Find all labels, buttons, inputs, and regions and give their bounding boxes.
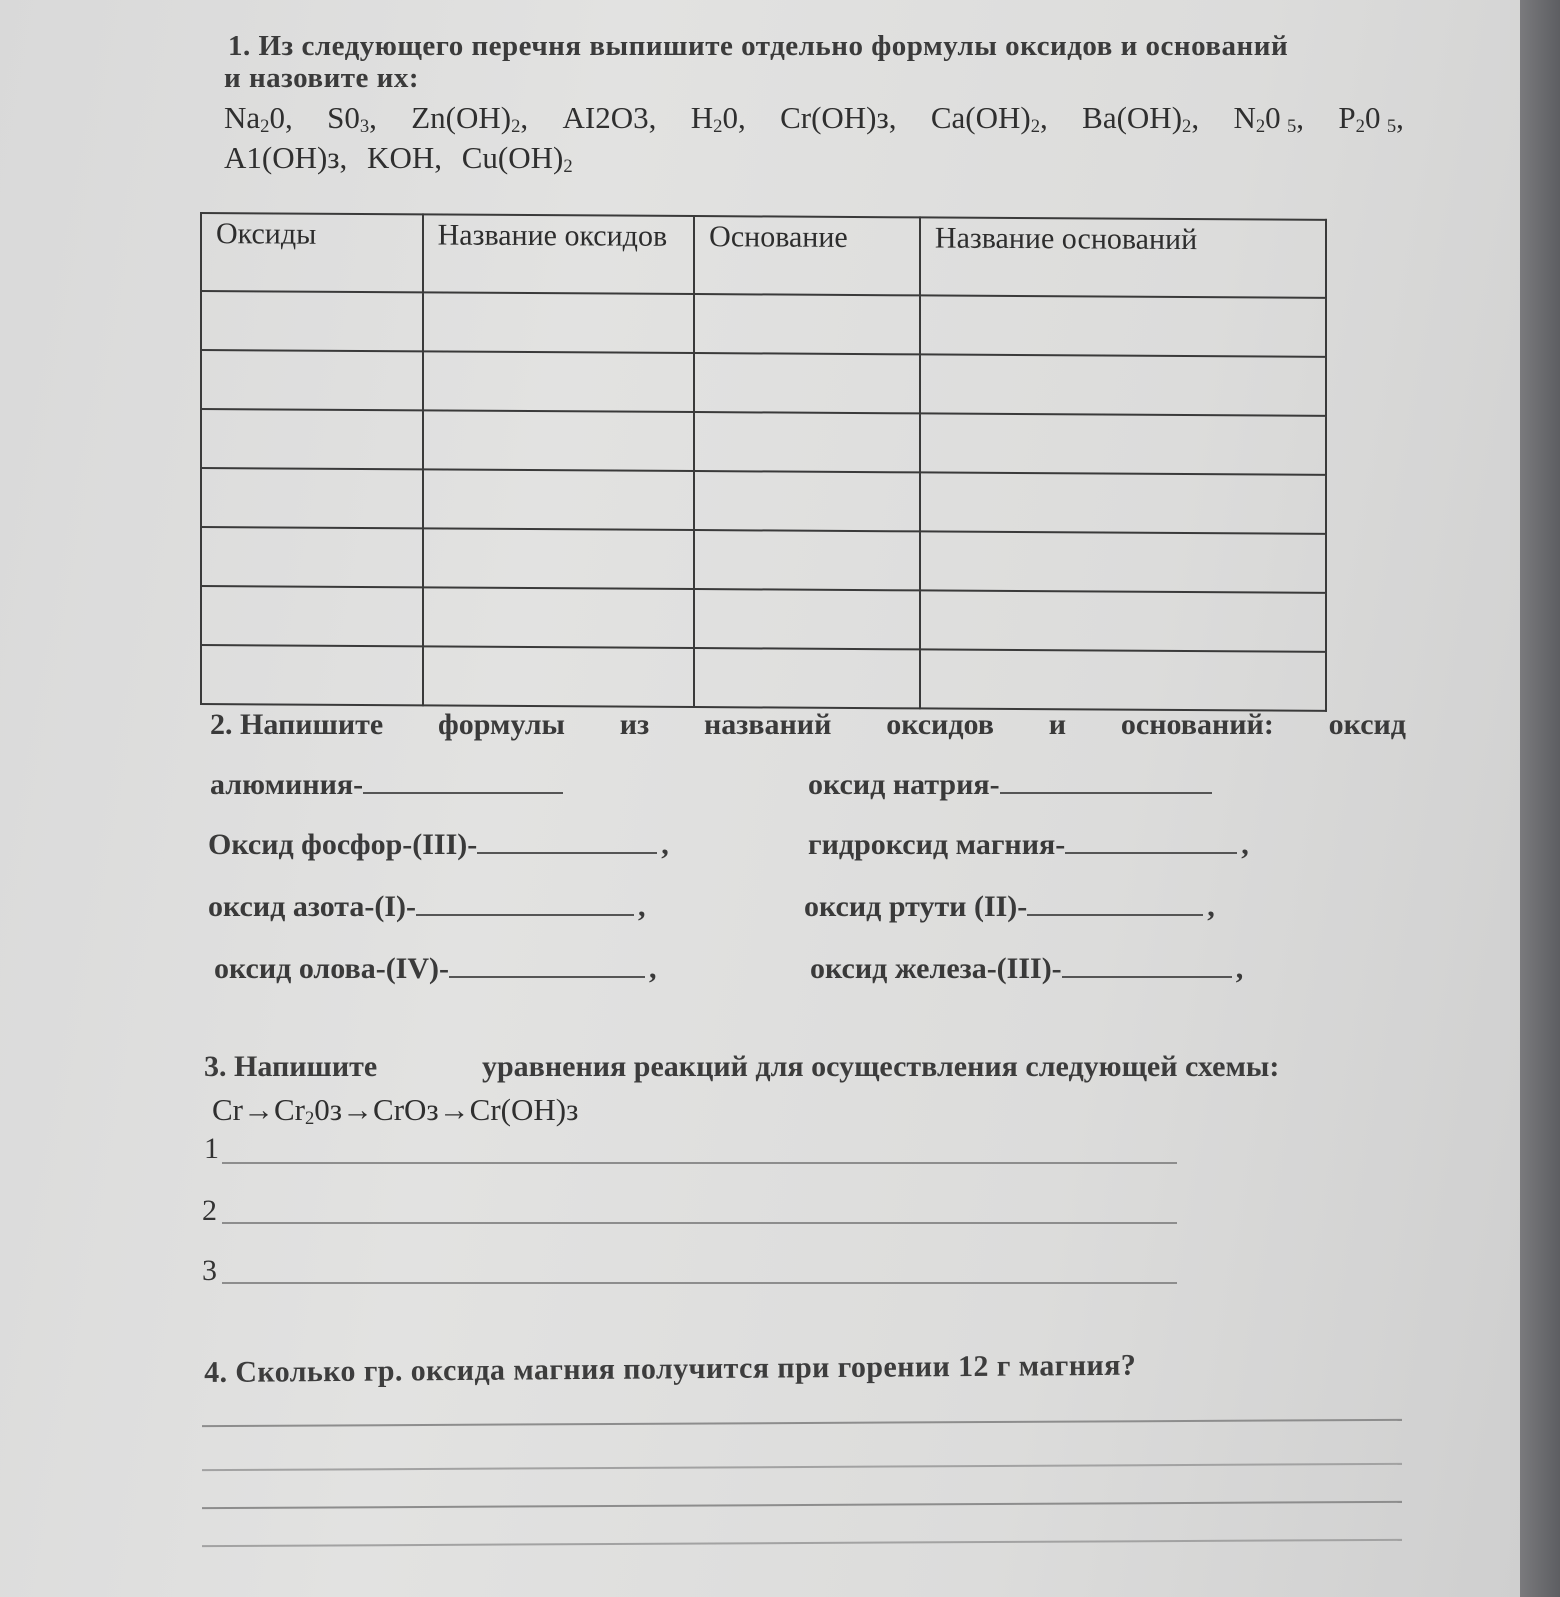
table-cell[interactable] xyxy=(920,413,1326,474)
formula-item xyxy=(411,100,528,138)
formula-item xyxy=(1338,100,1380,138)
table-cell[interactable] xyxy=(694,530,920,590)
q3-answer-line-3[interactable] xyxy=(222,1282,1177,1284)
formula-tail: , xyxy=(1040,100,1048,135)
answer-blank[interactable] xyxy=(1065,852,1237,854)
scheme-part: 0з→CrOз→Cr(OH)з xyxy=(314,1092,579,1127)
q2-label: оксид олова-(IV)- xyxy=(214,952,450,985)
q2-intro-word: из xyxy=(619,708,650,741)
table-cell[interactable] xyxy=(694,294,920,354)
answer-blank[interactable] xyxy=(1027,914,1203,916)
formula-subscript: 2 xyxy=(260,116,270,137)
table-cell[interactable] xyxy=(920,649,1326,710)
q2-comma: , xyxy=(1235,952,1244,985)
q2-item-left-1 xyxy=(210,768,563,802)
q2-item-right-2 xyxy=(808,828,1249,862)
table-cell[interactable] xyxy=(920,472,1326,533)
formula-tail: 0 xyxy=(1265,100,1281,135)
formula-tail: , xyxy=(1296,100,1305,135)
q3-step-number-1: 1 xyxy=(204,1132,219,1165)
formula-subscript: 2 xyxy=(1182,116,1192,137)
q3-intro-b: уравнения реакций для осуществления следующей схемы: xyxy=(482,1050,1280,1083)
answer-blank[interactable] xyxy=(416,914,634,916)
formula-item xyxy=(1387,100,1404,138)
oxides-bases-table xyxy=(200,212,1327,712)
formula-base: S0 xyxy=(327,100,360,135)
table-cell[interactable] xyxy=(694,471,920,531)
table-cell[interactable] xyxy=(423,587,695,648)
formula-base: Ba(OH) xyxy=(1082,100,1183,135)
q2-item-right-3 xyxy=(804,890,1215,924)
header-oxides: Оксиды xyxy=(201,213,423,292)
formula-item xyxy=(931,100,1048,138)
table-row xyxy=(201,291,1326,357)
scheme-subscript: 2 xyxy=(305,1108,315,1129)
q2-item-left-3 xyxy=(208,890,646,924)
table-cell[interactable] xyxy=(423,646,695,707)
formula-subscript: 2 xyxy=(1355,116,1365,137)
table-row xyxy=(201,409,1326,475)
formula-item xyxy=(691,100,746,138)
table-row xyxy=(201,586,1326,652)
table-row xyxy=(201,527,1326,593)
formula-tail: 0, xyxy=(269,100,293,135)
q4-question: 4. Сколько гр. оксида магния получится при горении 12 г магния? xyxy=(204,1348,1137,1389)
q2-intro xyxy=(210,708,1406,742)
formula-subscript: 2 xyxy=(713,116,723,137)
table-cell[interactable] xyxy=(423,528,695,589)
q2-label: оксид железа-(III)- xyxy=(810,952,1062,985)
q3-reaction-scheme xyxy=(212,1092,578,1130)
q1-title-line1: 1. Из следующего перечня выпишите отдельно формулы оксидов и оснований xyxy=(228,30,1289,62)
table-cell[interactable] xyxy=(201,291,423,351)
formula-tail: 0, xyxy=(722,100,746,135)
q2-intro-word: названий xyxy=(703,708,832,741)
table-row xyxy=(201,350,1326,416)
formula-tail: , xyxy=(1191,100,1200,135)
table-cell[interactable] xyxy=(694,353,920,413)
header-base-names: Название оснований xyxy=(920,217,1326,297)
table-cell[interactable] xyxy=(920,590,1326,651)
page-edge-shadow xyxy=(1520,0,1560,1597)
formula-tail: , xyxy=(1396,100,1404,135)
table-cell[interactable] xyxy=(423,292,695,353)
formula-tail: 0 xyxy=(1364,100,1381,135)
formula-item xyxy=(1082,100,1199,138)
table-row xyxy=(201,468,1326,534)
answer-blank[interactable] xyxy=(1000,792,1212,794)
q2-comma: , xyxy=(1241,828,1249,861)
q1-formula-list-cont xyxy=(224,140,573,178)
table-cell[interactable] xyxy=(201,468,423,528)
q2-intro-word: и xyxy=(1048,708,1067,741)
formula-tail: , xyxy=(369,100,377,135)
formula-text: A1(OH)з, KOH, Cu(OH) xyxy=(224,140,564,175)
q2-label: гидроксид магния- xyxy=(808,828,1066,861)
formula-base: Cr(OH)з, xyxy=(780,100,897,135)
table-cell[interactable] xyxy=(694,589,920,649)
formula-base: P xyxy=(1338,100,1356,135)
formula-base: H xyxy=(690,100,714,135)
formula-item xyxy=(224,100,293,138)
q2-comma: , xyxy=(649,952,657,985)
q3-step-number-3: 3 xyxy=(202,1254,217,1287)
formula-subscript: 2 xyxy=(1030,116,1041,137)
formula-base: Zn(OH) xyxy=(411,100,512,135)
q2-intro-word: оксид xyxy=(1328,708,1406,741)
table-cell[interactable] xyxy=(423,410,695,471)
header-oxide-names: Название оксидов xyxy=(423,214,695,294)
q2-label: оксид азота-(I)- xyxy=(208,890,417,923)
q3-answer-line-2[interactable] xyxy=(222,1222,1177,1224)
q2-intro-word: оснований: xyxy=(1120,708,1274,741)
table-cell[interactable] xyxy=(423,351,695,412)
table-cell[interactable] xyxy=(201,586,423,646)
table-cell[interactable] xyxy=(920,295,1326,356)
table-cell[interactable] xyxy=(201,350,423,410)
formula-tail: , xyxy=(520,100,529,135)
formula-subscript: 3 xyxy=(359,116,370,137)
q2-item-left-4 xyxy=(214,952,657,986)
table-cell[interactable] xyxy=(201,527,423,587)
table-cell[interactable] xyxy=(201,409,423,469)
table-row xyxy=(201,645,1326,711)
scheme-part: Cr→Cr xyxy=(212,1092,305,1127)
q1-title-line2: и назовите их: xyxy=(224,62,420,94)
formula-base: AI2O3, xyxy=(562,100,657,135)
formula-subscript: 2 xyxy=(1255,116,1266,137)
q2-comma: , xyxy=(638,890,646,923)
table-cell[interactable] xyxy=(694,412,920,472)
formula-subscript: 2 xyxy=(563,156,573,177)
q2-intro-word: 2. Напишите xyxy=(210,708,384,741)
q2-item-right-4 xyxy=(810,952,1243,986)
q2-label: Оксид фосфор-(III)- xyxy=(208,828,478,861)
q1-formula-list xyxy=(224,100,1404,138)
formula-item xyxy=(563,100,657,138)
q2-item-right-1 xyxy=(808,768,1212,802)
q3-answer-line-1[interactable] xyxy=(222,1162,1177,1164)
table-cell[interactable] xyxy=(920,531,1326,592)
q2-comma: , xyxy=(661,828,669,861)
header-bases: Основание xyxy=(694,216,920,295)
formula-base: Ca(OH) xyxy=(930,100,1031,135)
formula-item xyxy=(1287,100,1304,138)
answer-blank[interactable] xyxy=(449,976,645,978)
table-cell[interactable] xyxy=(423,469,695,530)
table-cell[interactable] xyxy=(201,645,423,705)
table-cell[interactable] xyxy=(920,354,1326,415)
formula-subscript: 2 xyxy=(511,116,521,137)
formula-item xyxy=(1233,100,1280,138)
q2-item-left-2 xyxy=(208,828,669,862)
answer-blank[interactable] xyxy=(363,792,563,794)
q2-label: алюминия- xyxy=(210,768,364,801)
formula-base: N xyxy=(1233,100,1256,135)
q3-intro-a: 3. Напишите xyxy=(204,1050,378,1083)
q2-label: оксид ртути (II)- xyxy=(804,890,1028,923)
formula-item xyxy=(327,100,377,138)
q3-step-number-2: 2 xyxy=(202,1194,217,1227)
q2-label: оксид натрия- xyxy=(808,768,1000,801)
formula-item xyxy=(780,100,896,138)
q2-intro-word: оксидов xyxy=(886,708,994,741)
formula-subscript: 5 xyxy=(1287,116,1297,137)
q2-comma: , xyxy=(1207,890,1215,923)
table-header-row xyxy=(201,213,1326,298)
answer-blank[interactable] xyxy=(1062,976,1232,978)
formula-subscript: 5 xyxy=(1386,116,1397,137)
formula-base: Na xyxy=(224,100,261,135)
q2-intro-word: формулы xyxy=(438,708,565,741)
table-cell[interactable] xyxy=(694,648,920,708)
answer-blank[interactable] xyxy=(477,852,657,854)
